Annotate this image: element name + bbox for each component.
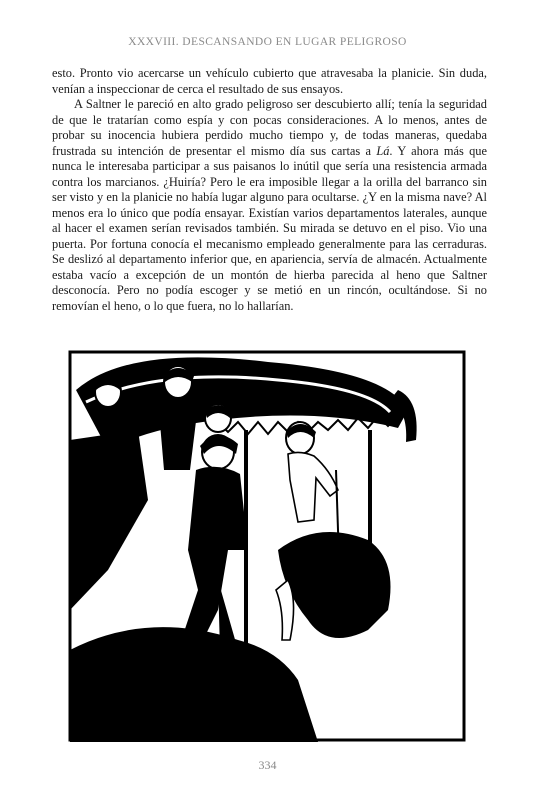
paragraph-2-part-a: A Saltner le pareció en alto grado peligroso ser descubierto allí; tenía la seguridad de que le tratarían como espía y con pocas consideraciones. A lo menos, antes de probar su inocencia hubiera perdido mucho tiempo y, de todas maneras, quedaba frustrada su intención de presentar el mismo día sus cartas a: [52, 97, 487, 158]
body-text: [52, 66, 487, 314]
paragraph-2: [52, 97, 487, 314]
illustration-signature: E.V.: [82, 715, 105, 730]
page-number: 334: [258, 758, 277, 772]
paragraph-2-italic: Lá: [376, 143, 390, 158]
illustration-drawing: [68, 350, 466, 742]
paragraph-2-part-b: . Y ahora más que nunca le interesaba participar a sus paisanos lo inútil que sería una resistencia armada contra los marcianos. ¿Huiría? Pero le era imposible llegar a la orilla del barranco sin ser visto y en la planicie no había lugar alguno para ocultarse. ¿Y en la misma nave? Al menos era lo único que podía ensayar. Existían varios departamentos laterales, aunque al hacer el examen serían revisados también. Su mirada se detuvo en el piso. Vio una puerta. Por fortuna conocía el mecanismo empleado generalmente para las cerraduras. Se deslizó al departamento inferior que, en apariencia, servía de almacén. Actualmente estaba vacío a excepción de un montón de hierba parecida al heno que Saltner desconocía. Pero no podía escoger y se metió en un rincón, ocultándose. Si no removían el heno, o lo que fuera, no lo hallarían.: [52, 143, 487, 313]
paragraph-1: esto. Pronto vio acercarse un vehículo cubierto que atravesaba la planicie. Sin duda, venían a inspeccionar de cerca el resultado de sus ensayos.: [52, 66, 487, 96]
running-head: XXXVIII. DESCANSANDO EN LUGAR PELIGROSO: [128, 36, 407, 48]
illustration: [68, 350, 466, 742]
